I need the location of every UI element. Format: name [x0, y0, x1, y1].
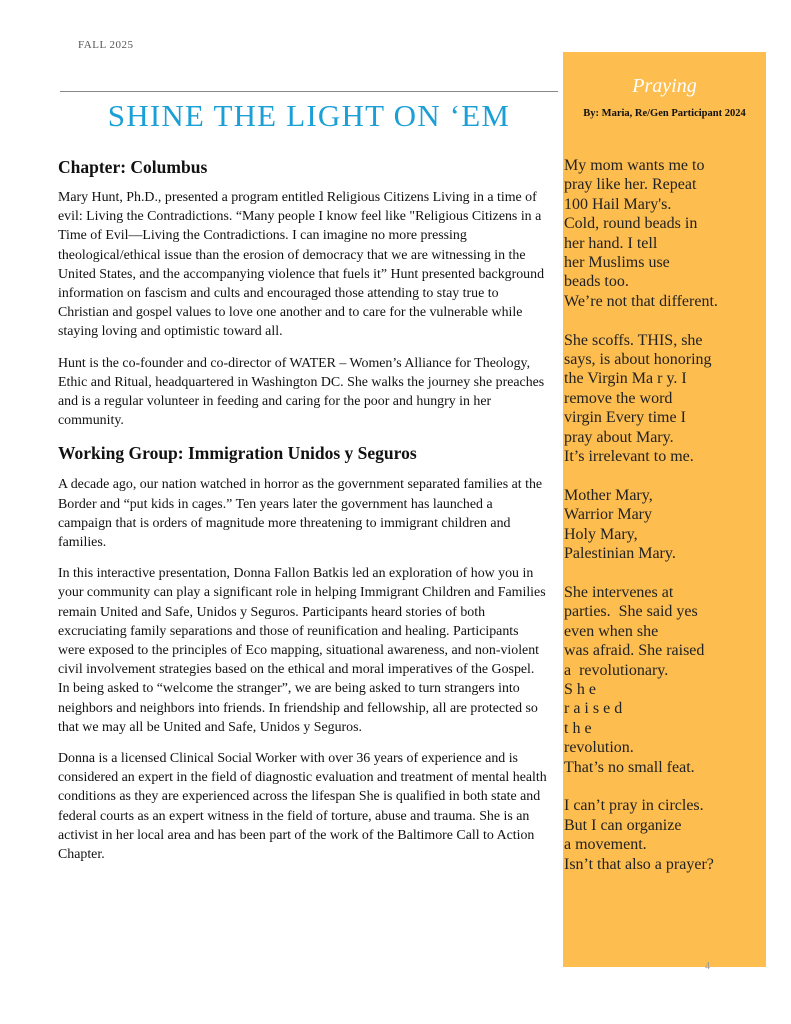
- main-column: [58, 156, 548, 876]
- issue-label: FALL 2025: [78, 39, 134, 51]
- poem-title: Praying: [632, 75, 697, 97]
- poem-text: My mom wants me to pray like her. Repeat 100 Hail Mary's. Cold, round beads in her hand. I tell her Muslims use beads too. We’re not that different. She scoffs. THIS, she says, is about honoring the Virgin Ma r y. I remove the word virgin Every time I pray about Mary. It’s irrelevant to me. Mother Mary, Warrior Mary Holy Mary, Palestinian Mary. She intervenes at parties. She said yes even when she was afraid. She raised a revolutionary. S h e r a i s e d t h e revolution. That’s no small feat. I can’t pray in circles. But I can organize a movement. Isn’t that also a prayer?: [564, 157, 718, 873]
- page-number: 4: [705, 961, 710, 972]
- poem-byline: By: Maria, Re/Gen Participant 2024: [583, 108, 746, 119]
- paragraph: A decade ago, our nation watched in horror as the government separated families at the Border and “put kids in cages.” Ten years later the government has launched a campaign that is orders of magnitude more threatening to immigrant children and families.: [58, 477, 543, 551]
- paragraph: Mary Hunt, Ph.D., presented a program entitled Religious Citizens Living in a time of evil: Living the Contradictions. “Many people I know feel like "Religious Citizens in a Time of Evil—Living the Contradictions. I can imagine no more pressing theological/ethical issue than the erosion of democracy that we are witnessing in the United States, and the accompanying violence that fuels it” Hunt presented background information on fascism and cults and encouraged those attending to stay true to Christian and gospel values to love one another and to care for the vulnerable while staying loving and optimistic toward all.: [58, 190, 545, 340]
- paragraph: In this interactive presentation, Donna Fallon Batkis led an exploration of how you in your community can play a significant role in helping Immigrant Children and Families remain United and Safe, Unidos y Seguros. Participants heard stories of both excruciating family separations and those of reunification and healing. Participants were exposed to the principles of Eco mapping, situational awareness, and non-violent civil involvement strategies based on the ethical and moral imperatives of the Gospel. In being asked to “welcome the stranger”, we are being asked to turn strangers into neighbors and neighbors into friends. In friendship and fellowship, all are protected so that we may all be United and Safe, Unidos y Seguros.: [58, 566, 546, 735]
- page-title: SHINE THE LIGHT ON ‘EM: [107, 98, 511, 133]
- paragraph: Donna is a licensed Clinical Social Worker with over 36 years of experience and is considered an expert in the field of diagnostic evaluation and treatment of mental health conditions as they are experienced across the lifespan She is qualified in both state and federal courts as an expert witness in the field of torture, abuse and trauma. She is an activist in her local area and has been part of the work of the Baltimore Call to Action Chapter.: [58, 751, 547, 863]
- section-heading-columbus: Chapter: Columbus: [58, 157, 208, 177]
- section-heading-immigration: Working Group: Immigration Unidos y Seguros: [58, 443, 417, 464]
- paragraph: Hunt is the co-founder and co-director of WATER – Women’s Alliance for Theology, Ethic and Ritual, headquartered in Washington DC. She walks the journey she preaches and is a regular volunteer in feeding and caring for the poor and hungry in her community.: [58, 355, 545, 429]
- title-rule: [60, 91, 558, 92]
- poem-sidebar: [563, 52, 766, 967]
